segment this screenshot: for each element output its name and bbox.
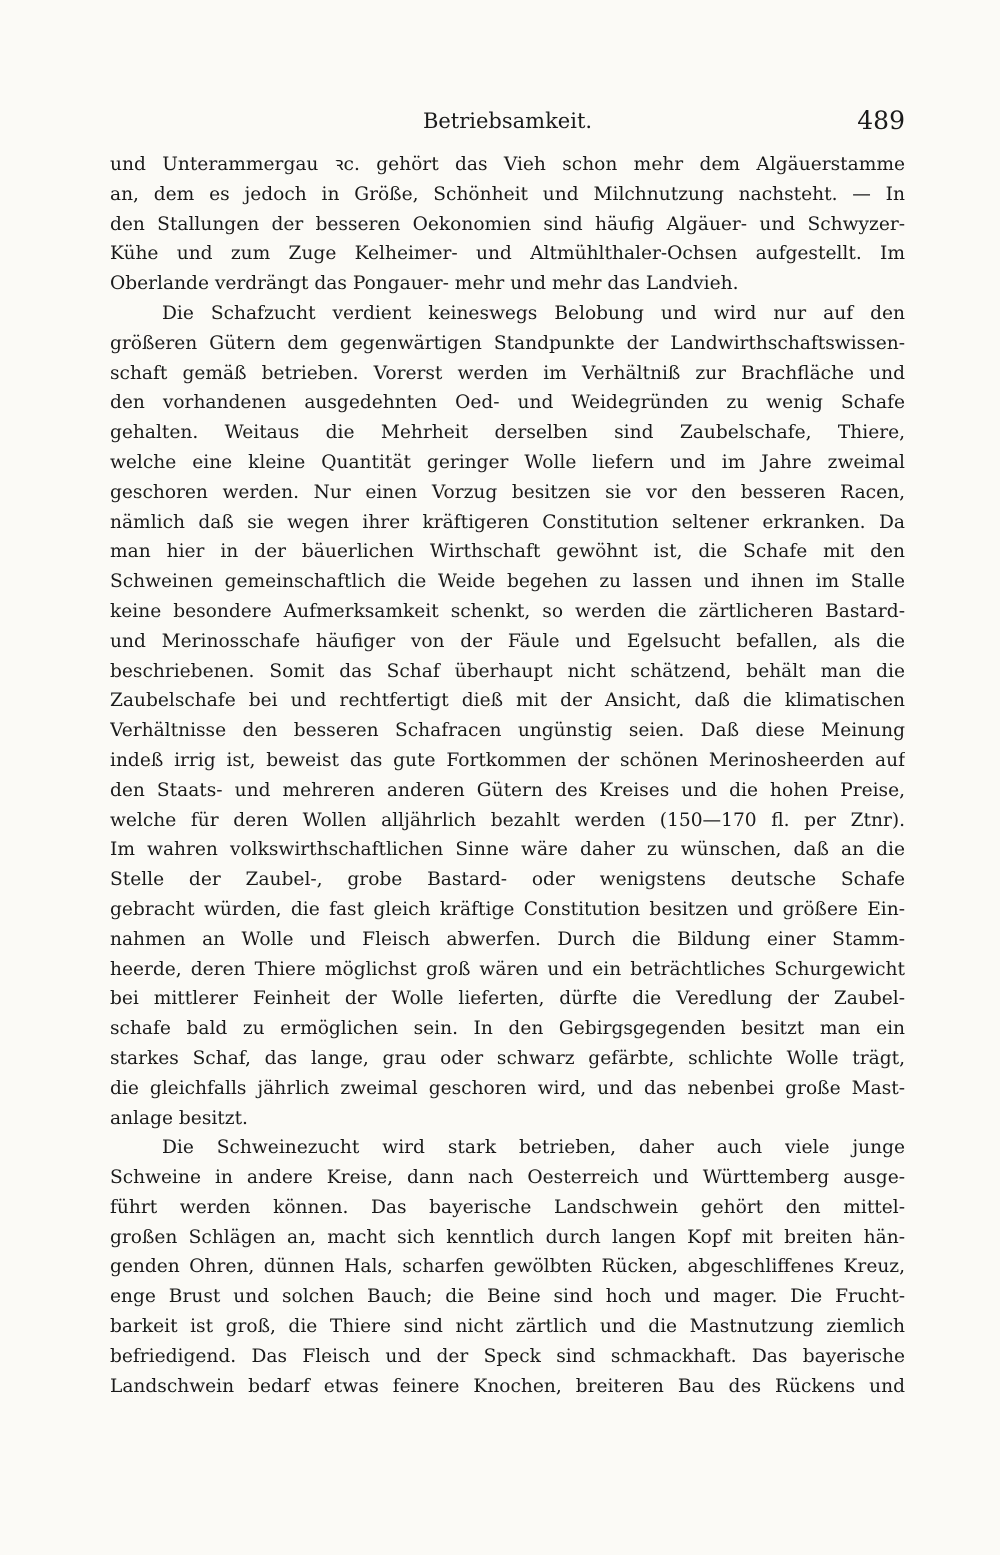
page-number: 489 (857, 106, 905, 135)
text-line: und Unterammergau ꝛc. gehört das Vieh schon mehr dem Algäuerstamme (110, 154, 905, 175)
text-line: anlage besitzt. (110, 1107, 248, 1129)
text-line: führt werden können. Das bayerische Landschwein gehört den mittel- (110, 1196, 905, 1218)
text-line: schafe bald zu ermöglichen sein. In den Gebirgsgegenden besitzt man ein (110, 1018, 905, 1040)
paragraph-first-line: Die Schafzucht verdient keineswegs Belobung und wird nur auf den (162, 302, 905, 324)
text-line: Schweinen gemeinschaftlich die Weide begehen zu lassen und ihnen im Stalle (110, 571, 905, 593)
text-line: größeren Gütern dem gegenwärtigen Standpunkte der Landwirthschaftswissen- (110, 332, 905, 354)
text-line: gebracht würden, die fast gleich kräftige Constitution besitzen und größere Ein- (110, 898, 905, 920)
text-line: starkes Schaf, das lange, grau oder schwarz gefärbte, schlichte Wolle trägt, (110, 1047, 905, 1069)
text-line: den Staats- und mehreren anderen Gütern des Kreises und die hohen Preise, (110, 779, 905, 801)
text-line: genden Ohren, dünnen Hals, scharfen gewölbten Rücken, abgeschliffenes Kreuz, (110, 1256, 905, 1278)
text-line: bei mittlerer Feinheit der Wolle lieferten, dürfte die Veredlung der Zaubel- (110, 988, 905, 1010)
text-line: Kühe und zum Zuge Kelheimer- und Altmühlthaler-Ochsen aufgestellt. Im (110, 243, 905, 265)
text-line: nahmen an Wolle und Fleisch abwerfen. Durch die Bildung einer Stamm- (110, 928, 905, 950)
text-line: an, dem es jedoch in Größe, Schönheit und Milchnutzung nachsteht. — In (110, 183, 905, 205)
text-line: und Merinosschafe häufiger von der Fäule und Egelsucht befallen, als die (110, 630, 905, 652)
text-line: den Stallungen der besseren Oekonomien sind häufig Algäuer- und Schwyzer- (110, 213, 905, 235)
running-title: Betriebsamkeit. (422, 109, 593, 133)
text-line: gehalten. Weitaus die Mehrheit derselben sind Zaubelschafe, Thiere, (110, 422, 905, 444)
text-line: barkeit ist groß, die Thiere sind nicht zärtlich und die Mastnutzung ziemlich (110, 1316, 905, 1338)
text-line: welche eine kleine Quantität geringer Wolle liefern und im Jahre zweimal (110, 451, 905, 473)
text-line: großen Schlägen an, macht sich kenntlich durch langen Kopf mit breiten hän- (110, 1226, 905, 1248)
text-line: befriedigend. Das Fleisch und der Speck sind schmackhaft. Das bayerische (110, 1345, 905, 1367)
text-line: die gleichfalls jährlich zweimal geschoren wird, und das nebenbei große Mast- (110, 1077, 905, 1099)
text-line: indeß irrig ist, beweist das gute Fortkommen der schönen Merinosheerden auf (110, 749, 905, 771)
text-line: man hier in der bäuerlichen Wirthschaft gewöhnt ist, die Schafe mit den (110, 541, 905, 563)
text-line: den vorhandenen ausgedehnten Oed- und Weidegründen zu wenig Schafe (110, 392, 905, 414)
text-line: keine besondere Aufmerksamkeit schenkt, so werden die zärtlicheren Bastard- (110, 600, 905, 622)
text-line: beschriebenen. Somit das Schaf überhaupt nicht schätzend, behält man die (110, 660, 905, 682)
text-line: welche für deren Wollen alljährlich bezahlt werden (150—170 fl. per Ztnr). (110, 809, 905, 831)
text-line: enge Brust und solchen Bauch; die Beine sind hoch und mager. Die Frucht- (110, 1286, 905, 1308)
text-line: Oberlande verdrängt das Pongauer- mehr und mehr das Landvieh. (110, 273, 739, 295)
text-line: Schweine in andere Kreise, dann nach Oesterreich und Württemberg ausge- (110, 1167, 905, 1189)
text-line: Zaubelschafe bei und rechtfertigt dieß mit der Ansicht, daß die klimatischen (110, 690, 905, 712)
text-line: Landschwein bedarf etwas feinere Knochen, breiteren Bau des Rückens und (110, 1375, 905, 1397)
text-line: geschoren werden. Nur einen Vorzug besitzen sie vor den besseren Racen, (110, 481, 905, 503)
text-line: Im wahren volkswirthschaftlichen Sinne wäre daher zu wünschen, daß an die (110, 839, 905, 861)
body-text (110, 150, 905, 1401)
running-head (110, 104, 905, 138)
text-line: nämlich daß sie wegen ihrer kräftigeren Constitution seltener erkranken. Da (110, 511, 905, 533)
text-line: Verhältnisse den besseren Schafracen ungünstig seien. Daß diese Meinung (110, 720, 905, 742)
text-line: heerde, deren Thiere möglichst groß wären und ein beträchtliches Schurgewicht (110, 958, 905, 980)
text-line: schaft gemäß betrieben. Vorerst werden im Verhältniß zur Brachfläche und (110, 362, 905, 384)
text-line: Stelle der Zaubel-, grobe Bastard- oder wenigstens deutsche Schafe (110, 869, 905, 891)
paragraph-first-line: Die Schweinezucht wird stark betrieben, daher auch viele junge (162, 1137, 905, 1159)
